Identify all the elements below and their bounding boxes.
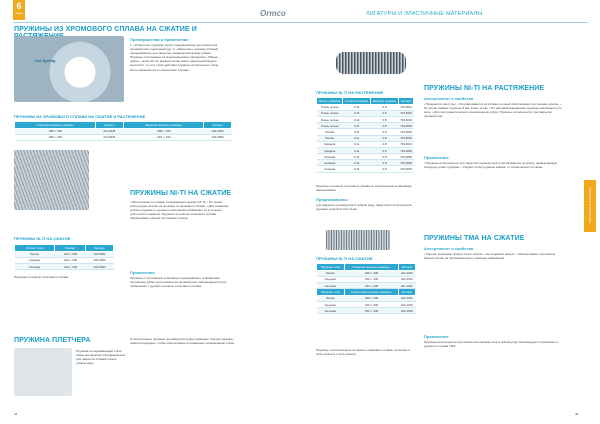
- table-cell: .009 x .030: [344, 295, 398, 301]
- table-cell: 222-1003: [398, 308, 415, 314]
- center-head-0: Длина, дюйм/мм: [317, 98, 343, 105]
- middle-text: • Изготовлены из сплава, сохраняющего форму (Ni-Ti). • По своей конструкции похожи на пружины из хромового сплава. • Для снижения усилия пружины и хорошего растяжения применяют их в течение длительного времени. Пружины из никель-титанового сплава обеспечивают мягкое постоянное усилие.: [130, 200, 229, 221]
- table-cell: 222-5001: [86, 251, 114, 257]
- side-tab-label: ЛИГАТУРЫ И ЭЛАСТИКИ: [588, 187, 592, 223]
- table-cell: 0.8: [370, 110, 398, 116]
- side-tab: [584, 180, 596, 232]
- table-cell: 704-6011: [400, 105, 412, 110]
- table-cell: 222-5002: [86, 257, 114, 263]
- table-cell: .012 x .030: [344, 308, 398, 314]
- left-page-number: 44: [14, 412, 18, 416]
- center-sub: Предназначены: [316, 197, 348, 202]
- table-cell: .010 x .036: [54, 263, 86, 269]
- table-cell: 0.10: [343, 104, 371, 110]
- table-cell: Легкая: [317, 129, 343, 135]
- table-cell: 221-1001: [398, 282, 415, 288]
- table-cell: .010 x .030: [344, 301, 398, 307]
- table2-head-0: Усилие, сила: [15, 245, 55, 252]
- table-cell: 0.11: [343, 123, 371, 129]
- table-cell: Очень легкая: [317, 123, 343, 129]
- table-cell: 0.8: [370, 135, 398, 141]
- table-cell: .009 x .030: [344, 270, 398, 276]
- table-cell: .009 x .030: [15, 134, 96, 140]
- section-badge-number: 6: [16, 1, 22, 11]
- right-sub-1: Ассортимент и свойства: [424, 96, 474, 101]
- left-table1-title: ПРУЖИНЫ ИЗ ХРОМОВОГО СПЛАВА НА СЖАТИЕ И РАСТЯЖЕНИЕ: [14, 114, 146, 119]
- table-cell: 222-0006: [204, 134, 232, 140]
- table-cell: Очень легкая: [317, 104, 343, 110]
- table-cell: 704-6015: [400, 111, 413, 116]
- table-row: [317, 166, 414, 172]
- table-cell: .008 x .030: [15, 128, 96, 134]
- table-cell: 0.12: [343, 147, 371, 153]
- table3-head-1: Открытая пружина, размеры: [344, 264, 398, 271]
- table4-head-0: Пружина: сила: [317, 289, 345, 296]
- table-cell: 704-6050: [400, 148, 413, 153]
- right-text-3: • Хорошо сохраняют форму после сжатия. • Не содержат никеля. • Обеспечивают постоянное мягкое усилие на протяжении всего периода применения.: [424, 252, 556, 261]
- right-title-1: ПРУЖИНЫ NI-TI НА РАСТЯЖЕНИЕ: [424, 85, 545, 92]
- left-intro-text: 1. «Открытые» пружины (open) предназначены для раскрытия промежутков и удлинения дуг. 2. «Закрытые» пружины (closed) предназначены для закрытия промежутков между зубами. Пружины изготовлены из хромоникелевого материала. Общая длина – около 40 см. Данный сплав имеет идеальный модуль жесткости, то есть сила действия пружины оптимальна и чаще всего применяется в клинических случаях.: [130, 43, 219, 72]
- table-cell: 221-0030: [95, 134, 123, 140]
- center-table: [316, 97, 414, 173]
- table-cell: 704-6044: [400, 142, 413, 147]
- center-text-3: для закрытия промежутков в зубном ряду. Чаще всего используются пружины длиной 6 мм и 9 мм.: [316, 203, 412, 212]
- table1-head-2: Закрытая пружина, размеры: [123, 122, 204, 129]
- coil-spring-label: Coil Spring: [34, 58, 56, 63]
- table-cell: .010 x .030: [123, 134, 204, 140]
- table-cell: .012 x .030: [54, 257, 86, 263]
- table-cell: .008 x .030: [123, 128, 204, 134]
- table-cell: Средняя: [317, 147, 343, 153]
- table-row: [15, 263, 114, 269]
- brand-logo: Ormco: [260, 9, 286, 18]
- table-cell: 704-6056: [400, 154, 413, 159]
- table-cell: 704-6034: [400, 129, 413, 134]
- table-cell: Сильная: [317, 166, 343, 172]
- table-cell: 0.8: [370, 104, 398, 110]
- center-table-body: [317, 104, 414, 172]
- table-cell: Очень легкая: [317, 110, 343, 116]
- right-sub-2: Применение: [424, 155, 449, 160]
- table2-head-1: Размер: [54, 245, 86, 252]
- table-cell: 0.8: [370, 129, 398, 135]
- left-table2-note: Пружины из никель-титанового сплава.: [14, 275, 69, 279]
- table-cell: Очень легкая: [317, 116, 343, 122]
- table-cell: 704-6070: [400, 167, 413, 172]
- table-cell: 0.8: [370, 116, 398, 122]
- middle-bottom-text: Отличительные пружины производятся в двух размерах. Усилие пружины сжатия подобрано, чтобы обеспечивать оптимальное перемещение зубов.: [130, 337, 235, 346]
- header-rule: [13, 22, 588, 23]
- table-cell: 0.11: [343, 129, 371, 135]
- pletcher-photo: [14, 348, 72, 396]
- center-table-note: Пружины из никель-титанового сплава со специальным штамповым наконечником.: [316, 184, 412, 193]
- compression-spring-photo: [326, 230, 390, 250]
- left-intro-sub: Преимущества и применение: [130, 37, 189, 42]
- table1-head-1: Артикул: [95, 122, 123, 129]
- table-cell: .010 x .030: [54, 251, 86, 257]
- table-cell: 704-6040: [400, 136, 413, 141]
- center-table-3: [316, 263, 416, 314]
- table-cell: Легкая: [317, 295, 345, 301]
- table1-head-3: Артикул: [204, 122, 232, 129]
- left-table-1: [14, 121, 232, 141]
- table-cell: 0.8: [370, 160, 398, 166]
- middle-title: ПРУЖИНЫ NI-TI НА СЖАТИЕ: [130, 190, 232, 197]
- table-row: [15, 134, 232, 140]
- table-cell: 222-1002: [398, 301, 415, 307]
- center-table-title: ПРУЖИНЫ NI-TI НА РАСТЯЖЕНИЕ: [316, 90, 384, 95]
- section-badge: [13, 0, 25, 20]
- right-sub-4: Применение: [424, 334, 449, 339]
- table-cell: 0.10: [343, 116, 371, 122]
- table-cell: 222-0003: [204, 128, 232, 134]
- table-cell: 704-6060: [400, 160, 413, 165]
- table-cell: 0.8: [370, 123, 398, 129]
- section-badge-label: раздел: [15, 12, 23, 15]
- table-cell: Средняя: [317, 301, 345, 307]
- table-cell: .010 x .030: [344, 276, 398, 282]
- table-cell: Средняя: [317, 276, 345, 282]
- table-cell: Сильная: [15, 263, 55, 269]
- center-head-1: Сила растяжения: [343, 98, 371, 105]
- right-page-number: 45: [575, 412, 579, 416]
- table3-head-0: Пружина: сила: [317, 264, 345, 271]
- table-cell: Сильная: [317, 154, 343, 160]
- right-text-2: • Пружины используются при закрытии промежутков и растягиваются на длину, превышающую исходную длину пружины. • Подбор силы пружины зависит от клинической ситуации.: [424, 161, 558, 170]
- right-text-4: Пружины используются для раскрытия промежутков в зубном ряду. Рекомендуется применять с дугами из сплава ТМА.: [424, 340, 559, 349]
- table-cell: 0.11: [343, 141, 371, 147]
- table-row: [317, 308, 416, 314]
- coil-spring-photo: [14, 36, 124, 102]
- table-cell: Средняя: [317, 141, 343, 147]
- table-cell: 0.10: [343, 110, 371, 116]
- pletcher-title: ПРУЖИНА ПЛЕТЧЕРА: [14, 337, 91, 344]
- table-cell: 221-0001: [398, 270, 415, 276]
- center-head-2: Диаметр пружины: [370, 98, 398, 105]
- table2-head-2: Артикул: [86, 245, 114, 252]
- table-cell: 0.8: [370, 166, 398, 172]
- right-text-1: • Продаются поштучно. • Изготавливаются из сплава, который обеспечивает постоянное усилие. • По длине бывают пружины 6 мм, 9 мм, 12 мм. • По цветовой маркировке пружины различаются по силе. • Для постоянного мягкого перемещения зубов. Пружины используются при закрытии промежутков.: [424, 102, 562, 119]
- pletcher-text: Пружина из нержавеющей стали покрытая никелем. Предназначена для закрытия промежутков в зубном ряду.: [76, 349, 125, 366]
- table4-head-2: Артикул: [398, 289, 415, 296]
- center-head-3: Артикул: [399, 98, 414, 105]
- niti-spring-photo: [14, 150, 89, 210]
- right-title-2: ПРУЖИНЫ ТМА НА СЖАТИЕ: [424, 235, 525, 242]
- table3-head-2: Артикул: [398, 264, 415, 271]
- table-cell: Сильная: [317, 160, 343, 166]
- table-cell: 0.11: [343, 135, 371, 141]
- middle-text-2: Пружины с постоянным усилием для дальнейшего исправления положения зубов и для раскрытия промежутков. Рекомендуются для применения с дугами из никель-титанового сплава.: [130, 276, 227, 289]
- left-title-1: ПРУЖИНЫ ИЗ ХРОМОВОГО СПЛАВА НА СЖАТИЕ И: [14, 26, 197, 33]
- table-cell: Сильная: [317, 282, 345, 288]
- table-cell: 0.8: [370, 154, 398, 160]
- center-table3-title: ПРУЖИНЫ NI-TI НА СЖАТИЕ: [316, 256, 373, 261]
- extension-spring-photo: [336, 52, 406, 74]
- table-cell: 704-6030: [400, 123, 413, 128]
- left-table-2: [14, 244, 114, 270]
- center-table3-note: Пружины, изготовленные из никель-титанового сплава. Сочетают в себе легкость и силу сжатия.: [316, 348, 411, 357]
- table-cell: .012 x .030: [344, 282, 398, 288]
- table-cell: 704-6020: [400, 117, 413, 122]
- table-cell: Легкая: [15, 251, 55, 257]
- left-niti-title: ПРУЖИНЫ NI-TI НА СЖАТИЕ: [14, 236, 71, 241]
- table-cell: Средняя: [15, 257, 55, 263]
- table-cell: 222-1001: [398, 295, 415, 301]
- table-cell: 0.12: [343, 160, 371, 166]
- table1-head-0: Открытая пружина, размеры: [15, 122, 96, 129]
- table-cell: Легкая: [317, 270, 345, 276]
- table-cell: 0.12: [343, 154, 371, 160]
- right-page-header: ЛИГАТУРЫ И ЭЛАСТИЧНЫЕ МАТЕРИАЛЫ: [366, 11, 483, 17]
- table-cell: 0.8: [370, 147, 398, 153]
- table-cell: Сильная: [317, 308, 345, 314]
- table-cell: 221-0001: [398, 276, 415, 282]
- table4-head-1: Спиральная пружина, размеры: [344, 289, 398, 296]
- middle-sub: Применение: [130, 270, 155, 275]
- right-sub-3: Ассортимент и свойства: [424, 246, 474, 251]
- table-cell: 0.12: [343, 166, 371, 172]
- table-cell: Легкая: [317, 135, 343, 141]
- table-cell: 221-0028: [95, 128, 123, 134]
- table-cell: 0.8: [370, 141, 398, 147]
- table-cell: 222-5003: [86, 263, 114, 269]
